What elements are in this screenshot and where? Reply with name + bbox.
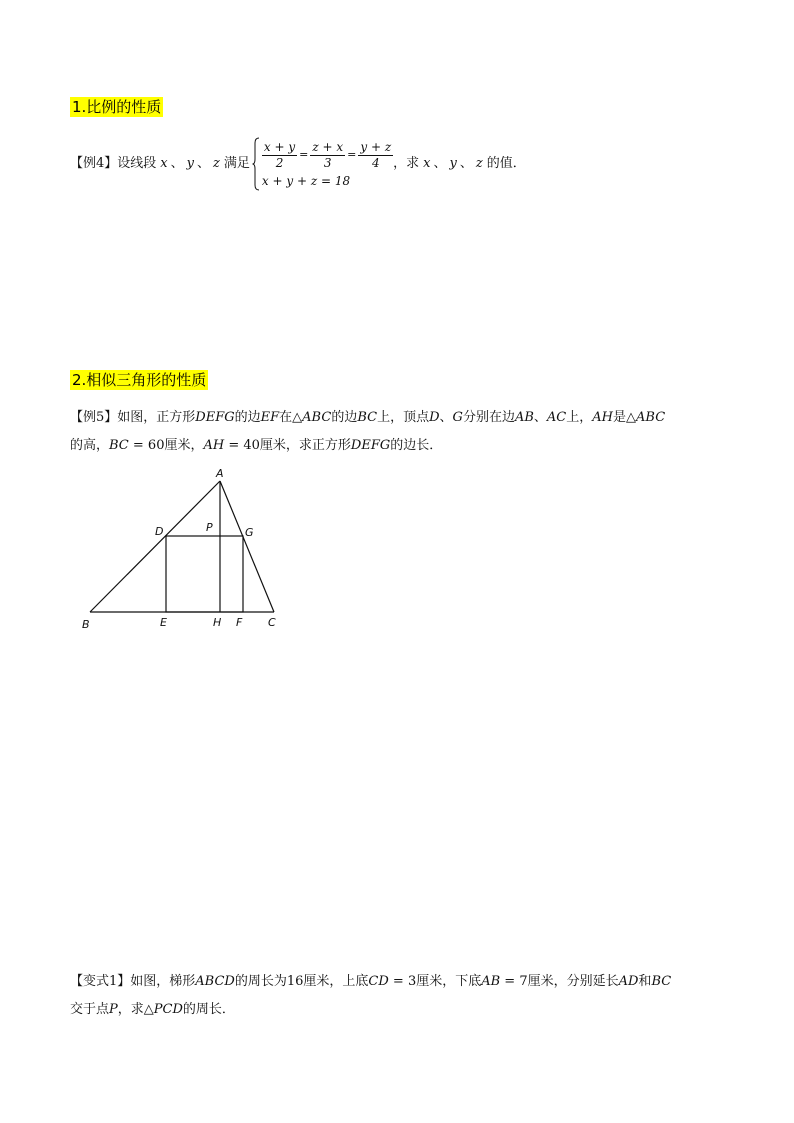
label-h: H <box>213 616 222 629</box>
example-5-line-1: 【例5】如图，正方形DEFG的边EF在△ABC的边BC上，顶点D、G分别在边AB、AC上，AH是△ABC <box>70 410 666 425</box>
label-a: A <box>216 467 224 480</box>
ask-text: ，求 <box>393 156 420 171</box>
triangle-square-figure <box>70 462 300 637</box>
example-4: 【例4】 设线段 x 、 y 、 z 满足 $\frac{x + y}{2}$ = $\frac{z + x}{3}$ = $\frac{y + z}{4}$ x + y + z = 18 ，求 x 、 y 、 z 的值． <box>70 137 526 191</box>
label-p: P <box>206 521 213 534</box>
section-2-heading: 2.相似三角形的性质 <box>72 371 207 389</box>
example-5-tag: 【例5】 <box>70 410 118 425</box>
equation-system: $\frac{x + y}{2}$ = $\frac{z + x}{3}$ = $\frac{y + z}{4}$ x + y + z = 18 <box>252 137 393 191</box>
var-x: x <box>160 156 168 171</box>
example-5-line-2: 的高，BC = 60厘米，AH = 40厘米，求正方形DEFG的边长． <box>70 438 443 453</box>
segment-ac <box>220 481 274 612</box>
label-b: B <box>82 618 90 631</box>
label-d: D <box>155 525 164 538</box>
left-brace-icon <box>252 137 260 191</box>
var-z: z <box>213 156 220 171</box>
label-f: F <box>236 616 243 629</box>
example-4-tag: 【例4】 <box>70 156 118 171</box>
var-y: y <box>186 156 195 171</box>
fraction-1: $\frac{x + y}{2}$ <box>263 139 296 170</box>
segment-ab <box>90 481 220 612</box>
section-1-heading: 1.比例的性质 <box>72 98 162 116</box>
fraction-3: $\frac{y + z}{4}$ <box>360 139 392 170</box>
label-c: C <box>268 616 276 629</box>
fraction-2: $\frac{z + x}{3}$ <box>312 139 344 170</box>
label-e: E <box>160 616 167 629</box>
square-defg <box>166 536 243 612</box>
variant-1-line-1: 【变式1】如图，梯形ABCD的周长为16厘米，上底CD = 3厘米，下底AB = 7厘米，分别延长AD和BC <box>70 974 672 989</box>
equation-sum: x + y + z = 18 <box>261 173 351 188</box>
example-4-lead: 设线段 <box>117 156 157 171</box>
satisfy-text: 满足 <box>223 156 250 171</box>
variant-1-line-2: 交于点P，求△PCD的周长． <box>70 1002 235 1017</box>
variant-1-tag: 【变式1】 <box>70 974 131 989</box>
label-g: G <box>245 526 254 539</box>
